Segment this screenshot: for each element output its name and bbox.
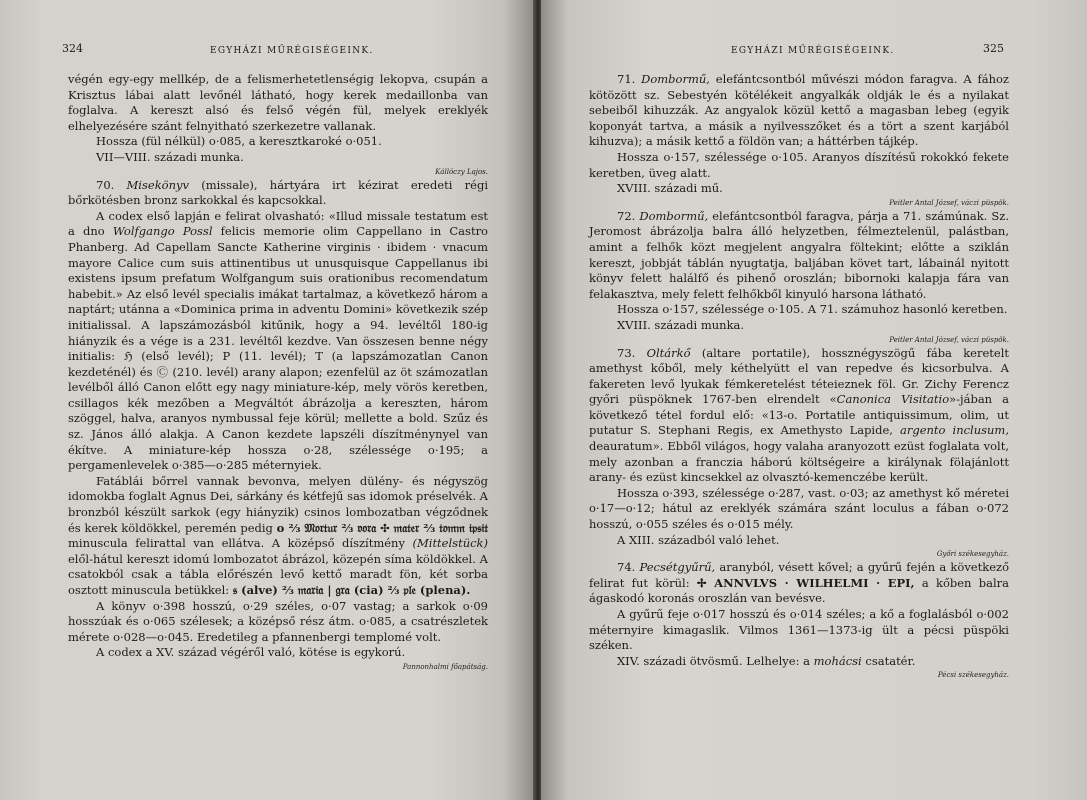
entry-74 — [589, 560, 1009, 607]
text-run: aranyból, vésett kővel; a gyűrű fején a következő felirat fut körül: — [589, 560, 1009, 590]
entry-72 — [589, 209, 1009, 303]
left-text-column — [68, 72, 488, 673]
page-number-left: 324 — [62, 42, 83, 55]
text-run: Fatáblái bőrrel vannak bevonva, melyen dülény- és négyszög idomokba foglalt Agnus Dei, sárkány és kétfejű sas idomok préselvék. A bronzból készült sarkok (egy hiányzik) csinos lombozatban végződnek és kerek köldökkel, peremén pedig — [68, 473, 488, 535]
page-number-right: 325 — [983, 42, 1004, 55]
entry-text: elefántcsontból művészi módon faragva. A fához kötözött sz. Sebestyén kötélékeit angyalkák oldják le és a nyilakat sebeiből kihuzzák. Az angyalok közül kettő a magasban lebeg (egyik koponyát tartva, a másik a nyilvesszőket és a tört a szent karjából kihuzva); a másik kettő a földön van; a háttérben tájkép. — [589, 72, 1009, 149]
entry-title: Pecsétgyűrű, — [639, 560, 716, 575]
entry-number: 73. — [617, 345, 636, 360]
paragraph: A XIII. századból való lehet. — [617, 532, 780, 547]
right-text-column — [589, 72, 1009, 681]
entry-title: Oltárkő — [646, 345, 691, 360]
text-run: »-jában a következő tétel fordul elő: «13-o. Portatile antiquissimum, olim, ut putatur S. Stephani Regis, ex Amethysto Lapide, — [589, 392, 1009, 438]
text-run: csatatér. — [861, 653, 916, 668]
paragraph: XVIII. századi munka. — [617, 317, 745, 332]
entry-number: 74. — [617, 560, 636, 575]
italic-term: Canonica Visitatio — [836, 392, 950, 407]
text-run: A codex első lapján e felirat olvasható: «Illud missale testatum est a dno — [68, 208, 488, 239]
text-run: felicis memorie olim Cappellano in Castro Phanberg. Ad Capellam Sancte Katherine virginis · ibidem · vnacum mayore Calice cum suis attinentibus ut unusquisque Cappellanus ibi existens ipsum prefatum Wolfgangum suis orationibus recomendatum habebit.» Az első levél specialis imákat tartalmaz, a következő három a naptárt; utánna a «Dominica prima in adventu Domini» következik szép initialissal. A lapszámozásból kitűnik, hogy a 94. levéltől 180-ig hiányzik és a vége is a 231. levéltől kezdve. Van összesen benne négy initialis: ℌ (első levél); P (11. levél); T (a lapszámozatlan Canon kezdeténél) és Ⓒ (210. levél) arany alapon; ezenfelül az öt számozatlan levélből álló Canon előtt egy nagy miniature-kép, mely vörös keretben, csillagos kék mezőben a Megváltót ábrázolja a kereszten, három szöggel, halva, aranyos nymbussal feje körül; mellette a bold. Szűz és sz. János álló alakja. A Canon kezdete lapszéli díszítménynyel van ékítve. A miniature-kép hossza o·28, szélessége o·195; a pergamenlevelek o·385—o·285 méternyiek. — [68, 224, 488, 473]
text-run: minuscula felirattal van ellátva. A középső díszítmény — [68, 536, 413, 551]
place-name: mohácsi — [813, 653, 862, 668]
person-name: Wolfgango Possl — [112, 224, 213, 239]
entry-73 — [589, 346, 1009, 486]
paragraph — [589, 654, 1009, 670]
entry-number: 70. — [96, 177, 115, 192]
entry-number: 72. — [617, 208, 636, 223]
paragraph: végén egy-egy mellkép, de a felismerhetetlenségig lekopva, csupán a Krisztus lábai alatt levőnél látható, hogy kerek medaillonba van foglalva. A kereszt alsó és felső végén fül, melyek ereklyék elhelyezésére szánt felnyitható szerkezetre vallanak. — [68, 72, 488, 133]
paragraph: VII—VIII. századi munka. — [96, 149, 244, 164]
entry-text: elefántcsontból faragva, párja a 71. számúnak. Sz. Jeromost ábrázolja balra álló helyzetben, félmeztelenül, palástban, amint a felhők közt megjelent angyalra föltekint; előtte a sziklán kereszt, jobbját táblán nyugtatja, baljában követ tart, lábainál nyitott könyv felett halálfő és pihenő oroszlán; bibornoki kalapja fára van felakasztva, mely felett felhőkből kinyuló harsona látható. — [589, 208, 1009, 301]
entry-title: Dombormű, — [641, 72, 710, 86]
paragraph — [68, 209, 488, 474]
entry-70 — [68, 178, 488, 209]
paragraph: A gyűrű feje o·017 hosszú és o·014 széles; a kő a foglalásból o·002 méternyire kimagaslik. Vilmos 1361—1373-ig ült a pécsi püspöki széken. — [589, 607, 1009, 653]
entry-text: (missale), hártyára irt kézirat eredeti régi bőrkötésben bronz sarkokkal és kapcsokkal. — [68, 177, 489, 208]
gothic-inscription: o ⅔ 𝔐𝔬𝔯𝔱𝔲𝔯 ⅔ 𝔳𝔬𝔯𝔞 ✣ 𝔪𝔞𝔱𝔢𝔯 ⅔ 𝔱𝔬𝔪𝔪 𝔦𝔭𝔰𝔦𝔱 — [276, 520, 488, 535]
italic-term: (Mittelstück) — [412, 536, 488, 551]
right-page — [541, 0, 1087, 800]
left-page — [0, 0, 535, 800]
italic-term: argento inclusum, — [899, 423, 1009, 438]
signature: Győri székesegyház. — [936, 550, 1009, 559]
paragraph: XVIII. századi mű. — [617, 181, 723, 196]
ring-inscription: ✢ ANNVLVS · WILHELMI · EPI, — [696, 575, 915, 590]
paragraph: Hossza o·393, szélessége o·287, vast. o·03; az amethyst kő méretei o·17—o·12; hátul az ereklyék számára szánt loculus a fában o·072 hosszú, o·055 széles és o·015 mély. — [589, 485, 1009, 532]
text-run: (altare portatile), hossznégyszögű fába keretelt amethyst kőből, mely kéthelyütt el van repedve és kicsorbulva. A fakereten levő lyukak fémkeretelést téteieznek föl. Gr. Zichy Ferencz győri püspöknek 1767-ben elrendelt « — [589, 345, 1009, 407]
signature: Peitler Antal József, váczi püspök. — [889, 198, 1009, 207]
text-run: deauratum». Ebből világos, hogy valaha aranyozott ezüst foglalata volt, mely azonban a franczia háború költségeire a királynak fölajánlott arany- és ezüst kincsekkel az olvasztó-kemenczébe került. — [589, 439, 1009, 485]
gothic-inscription: 𝔰 (alve) ⅔ 𝔪𝔞𝔯𝔦𝔞 | 𝔤𝔯𝔞 (cia) ⅔ 𝔭𝔩𝔢 (plena). — [232, 583, 471, 597]
entry-number: 71. — [617, 72, 636, 86]
paragraph: A könyv o·398 hosszú, o·29 széles, o·07 vastag; a sarkok o·09 hosszúak és o·065 szélesek; a középső rész átm. o·085, a csatrészletek mérete o·028—o·045. Eredetileg a pfannenbergi templomé volt. — [68, 598, 488, 644]
running-header-left: EGYHÁZI MŰRÉGISÉGEINK. — [210, 46, 374, 56]
paragraph: A codex a XV. század végéről való, kötése is egykorú. — [96, 645, 406, 660]
signature: Pécsi székesegyház. — [937, 671, 1009, 680]
entry-71 — [589, 72, 1009, 150]
text-run: a kőben balra ágaskodó koronás oroszlán van bevésve. — [589, 575, 1010, 606]
signature: Peitler Antal József, váczi püspök. — [889, 335, 1009, 344]
paragraph — [68, 474, 488, 599]
text-run: elől-hátul kereszt idomú lombozatot ábrázol, közepén síma köldökkel. A csatokból csak a tábla előrészén levő kettő maradt fön, két sorba osztott minuscula betükkel: — [68, 551, 488, 597]
text-run: XIV. századi ötvösmű. Lelhelye: a — [617, 653, 814, 668]
entry-title: Dombormű, — [639, 208, 709, 223]
paragraph: Hossza o·157, szélessége o·105. A 71. számuhoz hasonló keretben. — [617, 302, 1008, 317]
paragraph: Hossza o·157, szélessége o·105. Aranyos díszítésű rokokkó fekete keretben, üveg alatt. — [589, 149, 1009, 180]
signature: Kállóczy Lajos. — [435, 167, 488, 176]
entry-title: Misekönyv — [126, 177, 189, 192]
running-header-right: EGYHÁZI MŰRÉGISÉGEINK. — [731, 46, 895, 56]
signature: Pannonhalmi főapátság. — [402, 662, 488, 671]
paragraph: Hossza (fül nélkül) o·085, a keresztkaroké o·051. — [96, 134, 382, 149]
